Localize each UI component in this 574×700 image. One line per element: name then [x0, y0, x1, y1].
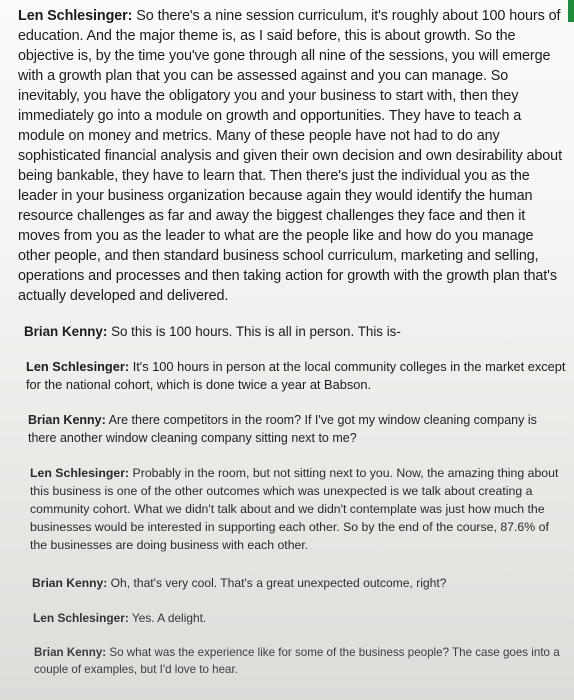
speaker-name: Brian Kenny: — [34, 646, 107, 659]
speaker-name: Len Schlesinger: — [26, 359, 130, 374]
speaker-name: Brian Kenny: — [32, 576, 108, 590]
transcript-paragraph — [26, 358, 566, 394]
speaker-name: Len Schlesinger: — [33, 611, 129, 625]
transcript-paragraph — [33, 609, 566, 627]
speech-text: Probably in the room, but not sitting next to you. Now, the amazing thing about this business is one of the other outcomes which was unexpected is we talk about creating a community cohort. What we didn't talk about and we didn't contemplate was just how much the businesses would be interested in supporting each other. So by the end of the course, 87.6% of the businesses are doing business with each other. — [30, 466, 559, 552]
speech-text: So there's a nine session curriculum, it's roughly about 100 hours of education. And the major theme is, as I said before, this is about growth. So the objective is, by the time you've gone through all nine of the sessions, you will emerge with a growth plan that you can be assessed against and you can manage. So inevitably, you have the obligatory you and your business to start with, then they immediately go into a module on growth and opportunities. They have to teach a module on money and metrics. Many of these people have not had to do any sophisticated financial analysis and given their own decision and own desirability about being bankable, they have to learn that. Then there's just the individual you as the leader in your business organization because again they would identify the human resource challenges as far and away the biggest challenges they face and then it moves from you as the leader to what are the people like and how do you manage other people, and then standard business school curriculum, marketing and selling, operations and processes and then taking action for growth with the growth plan that's actually developed and delivered. — [18, 8, 562, 304]
transcript-paragraph — [34, 644, 566, 678]
speaker-name: Len Schlesinger: — [18, 8, 133, 24]
speech-text: So what was the experience like for some of the business people? The case goes into a couple of examples, but I'd love to hear. — [34, 646, 560, 676]
interview-transcript — [18, 6, 566, 678]
speaker-name: Brian Kenny: — [24, 324, 108, 339]
transcript-paragraph — [32, 574, 566, 592]
transcript-paragraph — [28, 411, 566, 447]
speaker-name: Len Schlesinger: — [30, 466, 130, 480]
speech-text: Are there competitors in the room? If I've got my window cleaning company is there another window cleaning company sitting next to me? — [28, 413, 537, 445]
speech-text: Yes. A delight. — [131, 611, 207, 625]
speech-text: Oh, that's very cool. That's a great unexpected outcome, right? — [110, 576, 447, 590]
transcript-paragraph — [30, 464, 566, 554]
speaker-name: Brian Kenny: — [28, 413, 106, 427]
transcript-paragraph — [18, 6, 566, 306]
speech-text: So this is 100 hours. This is all in person. This is- — [111, 324, 401, 339]
transcript-paragraph — [24, 322, 566, 341]
page-edge-marker — [568, 0, 574, 22]
speech-text: It's 100 hours in person at the local community colleges in the market except for the national cohort, which is done twice a year at Babson. — [26, 359, 566, 392]
